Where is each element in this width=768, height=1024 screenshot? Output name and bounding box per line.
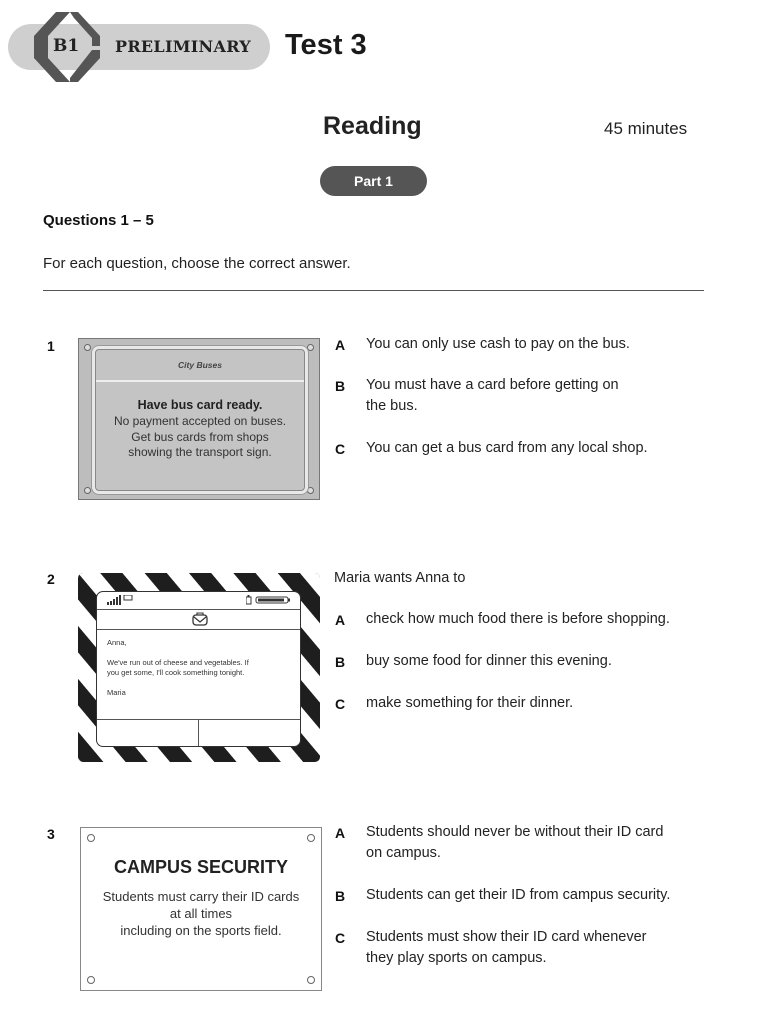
option-text[interactable] [366, 822, 663, 864]
divider [43, 290, 704, 291]
exam-name: PRELIMINARY [115, 37, 252, 56]
phone-key-divider [198, 719, 199, 746]
option-line: You can only use cash to pay on the bus. [366, 336, 630, 352]
sign-line: at all times [169, 906, 233, 921]
screw-hole-icon [87, 834, 95, 842]
message-icon [192, 612, 208, 626]
level-label: B1 [53, 36, 80, 56]
sign-brand: City Buses [178, 360, 222, 370]
option-line: check how much food there is before shopping. [366, 611, 670, 627]
option-line: You can get a bus card from any local shop. [366, 440, 648, 456]
part-badge: Part 1 [320, 166, 427, 196]
option-letter[interactable]: C [335, 696, 346, 712]
sign-line: Students must carry their ID cards [102, 889, 300, 904]
sign-line: showing the transport sign. [128, 445, 272, 459]
option-letter[interactable]: C [335, 930, 346, 946]
screw-hole-icon [84, 344, 91, 351]
questions-range: Questions 1 – 5 [43, 212, 154, 229]
option-line: Students should never be without their ID card [366, 824, 664, 840]
screw-hole-icon [307, 487, 314, 494]
option-text[interactable] [366, 651, 612, 672]
sign-rule [96, 380, 304, 382]
message-body-line: We've run out of cheese and vegetables. If [107, 658, 249, 667]
duration-label: 45 minutes [604, 119, 688, 138]
question-number: 2 [47, 571, 55, 587]
sign-line: No payment accepted on buses. [113, 414, 287, 428]
option-letter[interactable]: A [335, 612, 346, 628]
instruction-text: For each question, choose the correct answer. [43, 255, 351, 272]
option-line: Students can get their ID from campus security. [366, 887, 671, 903]
option-letter[interactable]: B [335, 888, 346, 904]
question-number: 3 [47, 826, 55, 842]
screw-hole-icon [87, 976, 95, 984]
phone-status-bar [97, 592, 300, 608]
signal-bars-icon [107, 595, 139, 605]
option-line: Students must show their ID card whenever [366, 929, 647, 945]
option-text[interactable] [366, 693, 573, 714]
message-greeting: Anna, [107, 638, 127, 647]
test-title: Test 3 [285, 29, 367, 61]
option-line: You must have a card before getting on [366, 377, 619, 393]
phone-message-image [78, 573, 320, 762]
option-letter[interactable]: C [335, 441, 346, 457]
sign-body [81, 888, 321, 939]
option-line: they play sports on campus. [366, 950, 547, 966]
bus-sign-image [78, 338, 320, 500]
option-line: make something for their dinner. [366, 695, 574, 711]
question-stem: Maria wants Anna to [334, 570, 466, 586]
message-signoff: Maria [107, 688, 126, 697]
option-letter[interactable]: B [335, 654, 346, 670]
option-line: on campus. [366, 845, 441, 861]
screw-hole-icon [84, 487, 91, 494]
sign-body [96, 414, 304, 461]
option-text[interactable] [366, 375, 619, 417]
campus-sign-image [80, 827, 322, 991]
sign-headline: Have bus card ready. [137, 398, 263, 412]
sign-line: including on the sports field. [120, 923, 282, 938]
section-title: Reading [323, 112, 422, 140]
sign-line: Get bus cards from shops [131, 429, 269, 444]
screw-hole-icon [307, 976, 315, 984]
phone-divider [97, 609, 300, 610]
option-letter[interactable]: B [335, 378, 346, 394]
screw-hole-icon [307, 834, 315, 842]
message-body-line: you get some, I'll cook something tonight. [107, 668, 245, 677]
option-text[interactable] [366, 885, 670, 906]
option-text[interactable] [366, 927, 646, 969]
option-text[interactable] [366, 334, 630, 355]
phone-divider [97, 629, 300, 630]
phone-screen [96, 591, 301, 747]
option-text[interactable] [366, 609, 670, 630]
option-line: buy some food for dinner this evening. [366, 653, 612, 669]
option-letter[interactable]: A [335, 337, 346, 353]
sign-panel [95, 349, 305, 491]
sign-headline: CAMPUS SECURITY [113, 857, 288, 877]
screw-hole-icon [307, 344, 314, 351]
option-line: the bus. [366, 398, 418, 414]
option-text[interactable] [366, 438, 648, 459]
battery-icon [246, 595, 292, 605]
option-letter[interactable]: A [335, 825, 346, 841]
question-number: 1 [47, 338, 55, 354]
